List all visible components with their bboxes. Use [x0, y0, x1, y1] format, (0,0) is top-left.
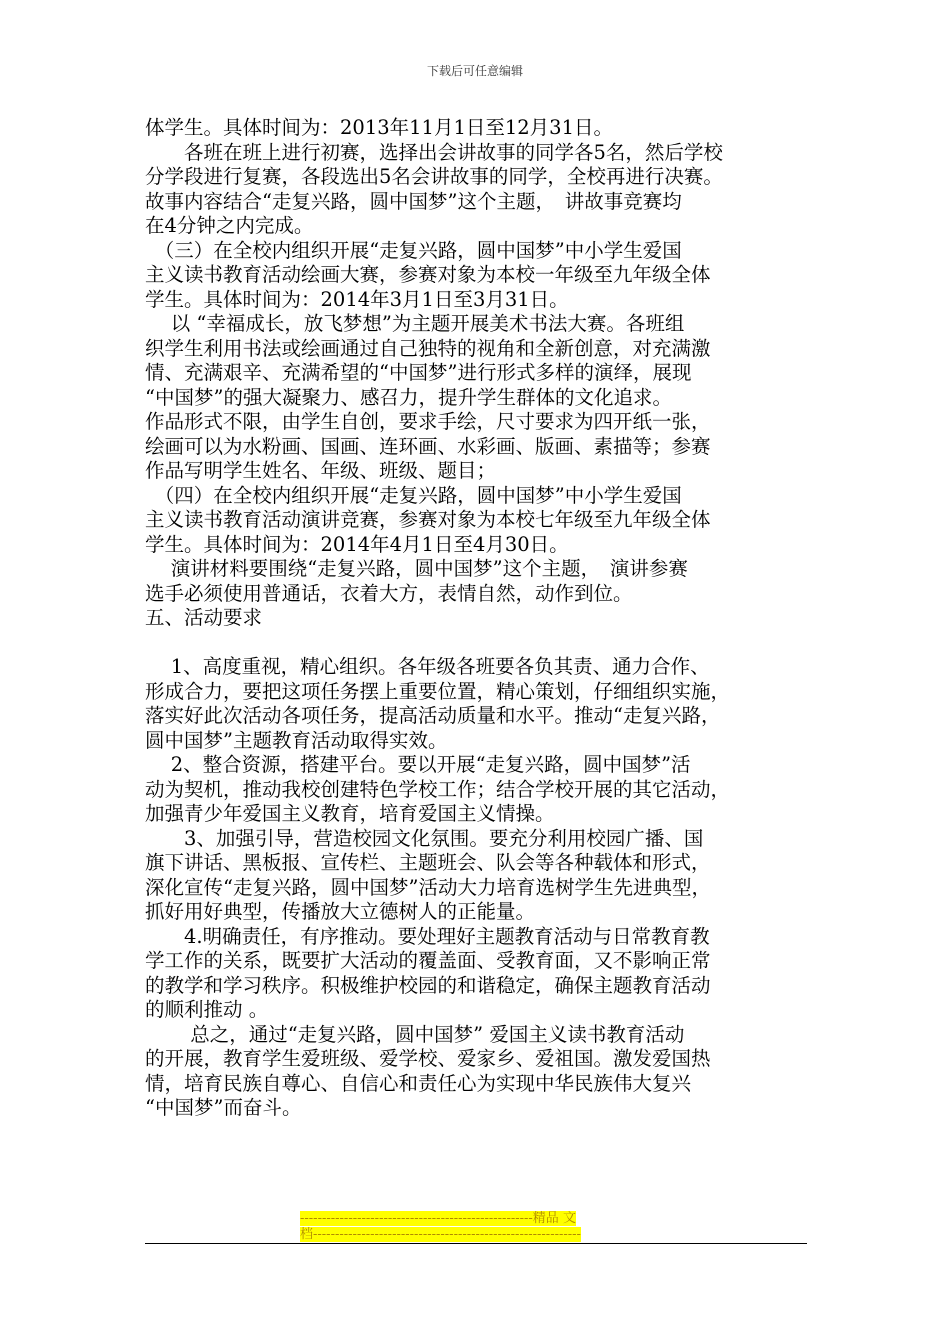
text-line: 各班在班上进行初赛，选择出会讲故事的同学各5名，然后学校 — [145, 140, 723, 164]
text-line: 学生。具体时间为：2014年4月1日至4月30日。 — [145, 532, 569, 556]
text-line: 故事内容结合“走复兴路，圆中国梦”这个主题， 讲故事竞赛均 — [145, 189, 682, 213]
footer-line-2 — [300, 1227, 650, 1243]
text-line: 五、活动要求 — [145, 606, 263, 629]
text-line: 作品形式不限，由学生自创，要求手绘，尺寸要求为四开纸一张， — [145, 410, 711, 433]
footer-line-1 — [300, 1211, 650, 1227]
text-line: 绘画可以为水粉画、国画、连环画、水彩画、版画、素描等；参赛 — [145, 434, 711, 458]
text-line: 分学段进行复赛，各段选出5名会讲故事的同学，全校再进行决赛。 — [145, 165, 723, 188]
text-line: 落实好此次活动各项任务，提高活动质量和水平。推动“走复兴路， — [145, 704, 721, 727]
text-line: 旗下讲话、黑板报、宣传栏、主题班会、队会等各种载体和形式， — [145, 851, 711, 874]
text-line: 以 “幸福成长，放飞梦想”为主题开展美术书法大赛。各班组 — [145, 312, 685, 335]
text-line: 的教学和学习秩序。积极维护校园的和谐稳定，确保主题教育活动 — [145, 973, 711, 997]
text-line: 主义读书教育活动绘画大赛，参赛对象为本校一年级至九年级全体 — [145, 263, 711, 286]
text-line: 4.明确责任，有序推动。要处理好主题教育活动与日常教育教 — [145, 924, 710, 948]
text-line: 总之，通过“走复兴路，圆中国梦” 爱国主义读书教育活动 — [145, 1022, 685, 1046]
text-line: 深化宣传“走复兴路，圆中国梦”活动大力培育选树学生先进典型， — [145, 875, 711, 899]
text-line: 加强青少年爱国主义教育，培育爱国主义情操。 — [145, 802, 555, 825]
text-line: 作品写明学生姓名、年级、班级、题目； — [145, 459, 497, 482]
text-line: 动为契机，推动我校创建特色学校工作；结合学校开展的其它活动， — [145, 777, 731, 801]
text-line: 情，培育民族自尊心、自信心和责任心为实现中华民族伟大复兴 — [145, 1071, 692, 1095]
footer-rule — [145, 1243, 807, 1244]
page-header: 下载后可任意编辑 — [426, 64, 523, 78]
text-line: 选手必须使用普通话，衣着大方，表情自然，动作到位。 — [145, 581, 633, 605]
document-body — [145, 116, 815, 1121]
text-line: 学生。具体时间为：2014年3月1日至3月31日。 — [145, 287, 569, 311]
text-line: 在4分钟之内完成。 — [145, 214, 314, 237]
text-line: “中国梦”的强大凝聚力、感召力，提升学生群体的文化追求。 — [145, 385, 672, 409]
text-line: 形成合力，要把这项任务摆上重要位置，精心策划，仔细组织实施， — [145, 679, 731, 703]
footer-highlight-2: 档------------------------------------------------------------- — [300, 1227, 581, 1242]
text-line: 情、充满艰辛、充满希望的“中国梦”进行形式多样的演绎，展现 — [145, 361, 692, 384]
blank-line — [145, 631, 815, 656]
text-line: “中国梦”而奋斗。 — [145, 1096, 302, 1119]
text-line: （四）在全校内组织开展“走复兴路，圆中国梦”中小学生爱国 — [145, 483, 682, 507]
text-line: 3、加强引导，营造校园文化氛围。要充分利用校园广播、国 — [145, 826, 704, 850]
text-line: 2、整合资源，搭建平台。要以开展“走复兴路，圆中国梦”活 — [145, 753, 691, 776]
text-line: 的开展，教育学生爱班级、爱学校、爱家乡、爱祖国。激发爱国热 — [145, 1047, 711, 1070]
text-line: 圆中国梦”主题教育活动取得实效。 — [145, 728, 448, 752]
text-line: （三）在全校内组织开展“走复兴路，圆中国梦”中小学生爱国 — [145, 238, 682, 262]
text-line: 体学生。具体时间为：2013年11月1日至12月31日。 — [145, 116, 613, 139]
footer-highlight-1: -----------------------------------------------------精品 文 — [300, 1211, 576, 1226]
text-line: 演讲材料要围绕“走复兴路，圆中国梦”这个主题， 演讲参赛 — [145, 557, 688, 580]
text-line: 学工作的关系，既要扩大活动的覆盖面、受教育面，又不影响正常 — [145, 949, 711, 972]
text-line: 1、高度重视，精心组织。各年级各班要各负其责、通力合作、 — [145, 655, 710, 678]
text-line: 的顺利推动 。 — [145, 998, 269, 1021]
footer-note — [300, 1211, 650, 1243]
text-line: 抓好用好典型，传播放大立德树人的正能量。 — [145, 900, 536, 923]
text-line: 织学生利用书法或绘画通过自己独特的视角和全新创意，对充满激 — [145, 336, 711, 360]
text-line: 主义读书教育活动演讲竞赛，参赛对象为本校七年级至九年级全体 — [145, 508, 711, 531]
